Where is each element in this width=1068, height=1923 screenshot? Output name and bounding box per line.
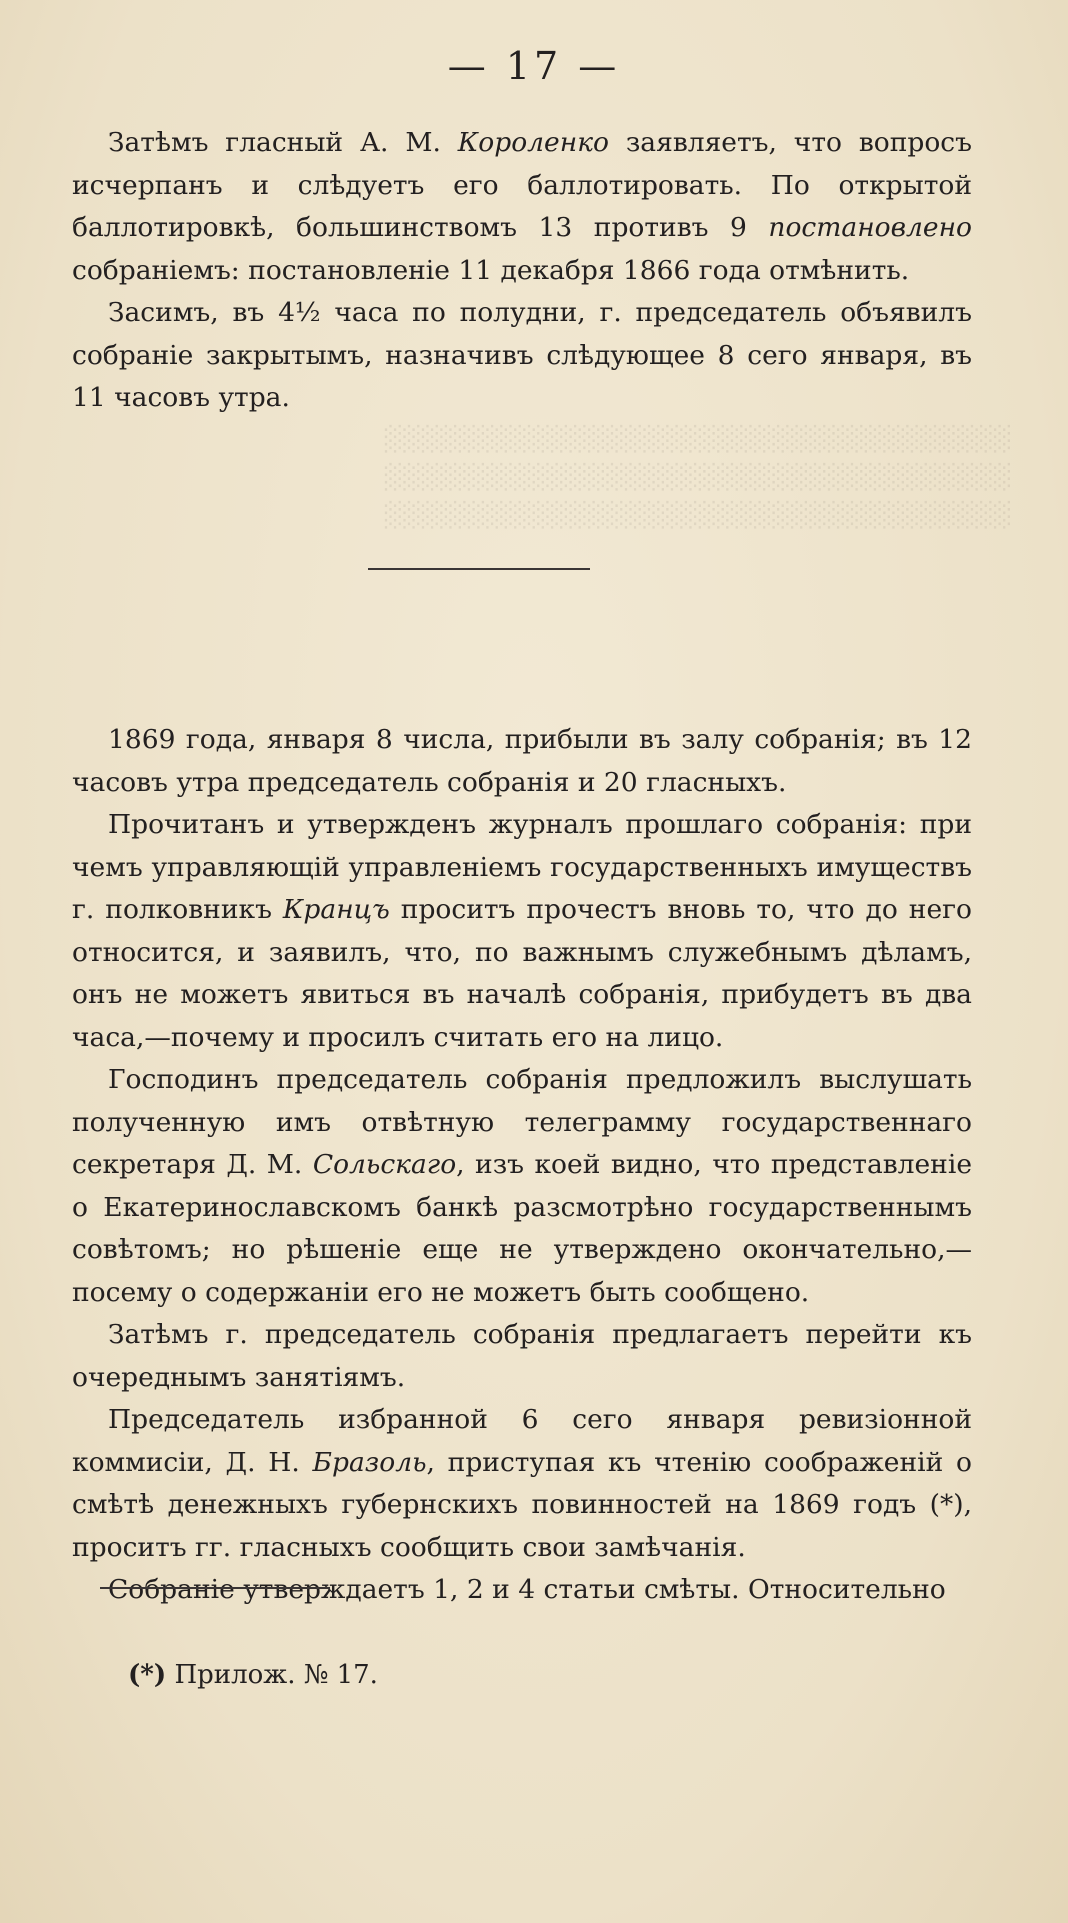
person-name: Бразоль xyxy=(312,1446,427,1478)
paragraph: Собраніе утверждаетъ 1, 2 и 4 статьи смѣты. Относительно xyxy=(108,1574,946,1605)
session-close-section xyxy=(72,122,972,420)
footnote-divider xyxy=(100,1587,330,1589)
paragraph: Прочитанъ и утвержденъ журналъ прошлаго собранія: при чемъ управляющій управленіемъ государственныхъ имуществъ г. полковникъ Кранцъ проситъ прочестъ вновь то, что до него относится, и заявилъ, что, по важнымъ служебнымъ дѣламъ, онъ не можетъ явиться въ началѣ собранія, прибудетъ въ два часа,—почему и просилъ считать его на лицо. xyxy=(72,809,972,1053)
meeting-minutes-section xyxy=(72,719,972,1612)
footnote-text: Прилож. № 17. xyxy=(166,1660,378,1690)
page-number: — 17 — xyxy=(447,44,621,88)
section-divider xyxy=(368,568,590,570)
bleed-through-text: ░░░░░░░░░░░░░░░░░░░░░░░░░░░░░░░░░░ ░░░░░░░░░░░░░░░░░░░░░░░░░░░░░░░░░░ ░░░░░░░░░░░░░░░░░░░░░░░░░░░░░░░░░░ xyxy=(382,425,1010,529)
person-name: Короленко xyxy=(457,127,609,158)
paragraph: 1869 года, января 8 числа, прибыли въ залу собранія; въ 12 часовъ утра председатель собранія и 20 гласныхъ. xyxy=(72,724,972,798)
footnote xyxy=(128,1657,378,1693)
paragraph: Затѣмъ г. председатель собранія предлагаетъ перейти къ очереднымъ занятіямъ. xyxy=(72,1319,972,1393)
person-name: Сольскаго xyxy=(312,1149,457,1180)
footnote-marker: (*) xyxy=(128,1660,167,1690)
person-name: Кранцъ xyxy=(282,894,390,925)
paragraph: Председатель избранной 6 сего января ревизіонной коммисіи, Д. Н. Бразоль, приступая къ чтенію соображеній о смѣтѣ денежныхъ губернскихъ повинностей на 1869 годъ (*), проситъ гг. гласныхъ сообщить свои замѣчанія. xyxy=(72,1404,972,1563)
paragraph: Засимъ, въ 4½ часа по полудни, г. председатель объявилъ собраніе закрытымъ, назначивъ слѣдующее 8 сего января, въ 11 часовъ утра. xyxy=(72,297,972,413)
emphasis: постановлено xyxy=(768,212,972,243)
paragraph: Затѣмъ гласный А. М. Короленко заявляетъ, что вопросъ исчерпанъ и слѣдуетъ его баллотировать. По открытой баллотировкѣ, большинствомъ 13 противъ 9 постановлено собраніемъ: постановленіе 11 декабря 1866 года отмѣнить. xyxy=(72,127,972,286)
paragraph: Господинъ председатель собранія предложилъ выслушать полученную имъ отвѣтную телеграмму государственнаго секретаря Д. М. Сольскаго, изъ коей видно, что представленіе о Екатеринославскомъ банкѣ разсмотрѣно государственнымъ совѣтомъ; но рѣшеніе еще не утверждено окончательно,—посему о содержаніи его не можетъ быть сообщено. xyxy=(72,1064,973,1308)
